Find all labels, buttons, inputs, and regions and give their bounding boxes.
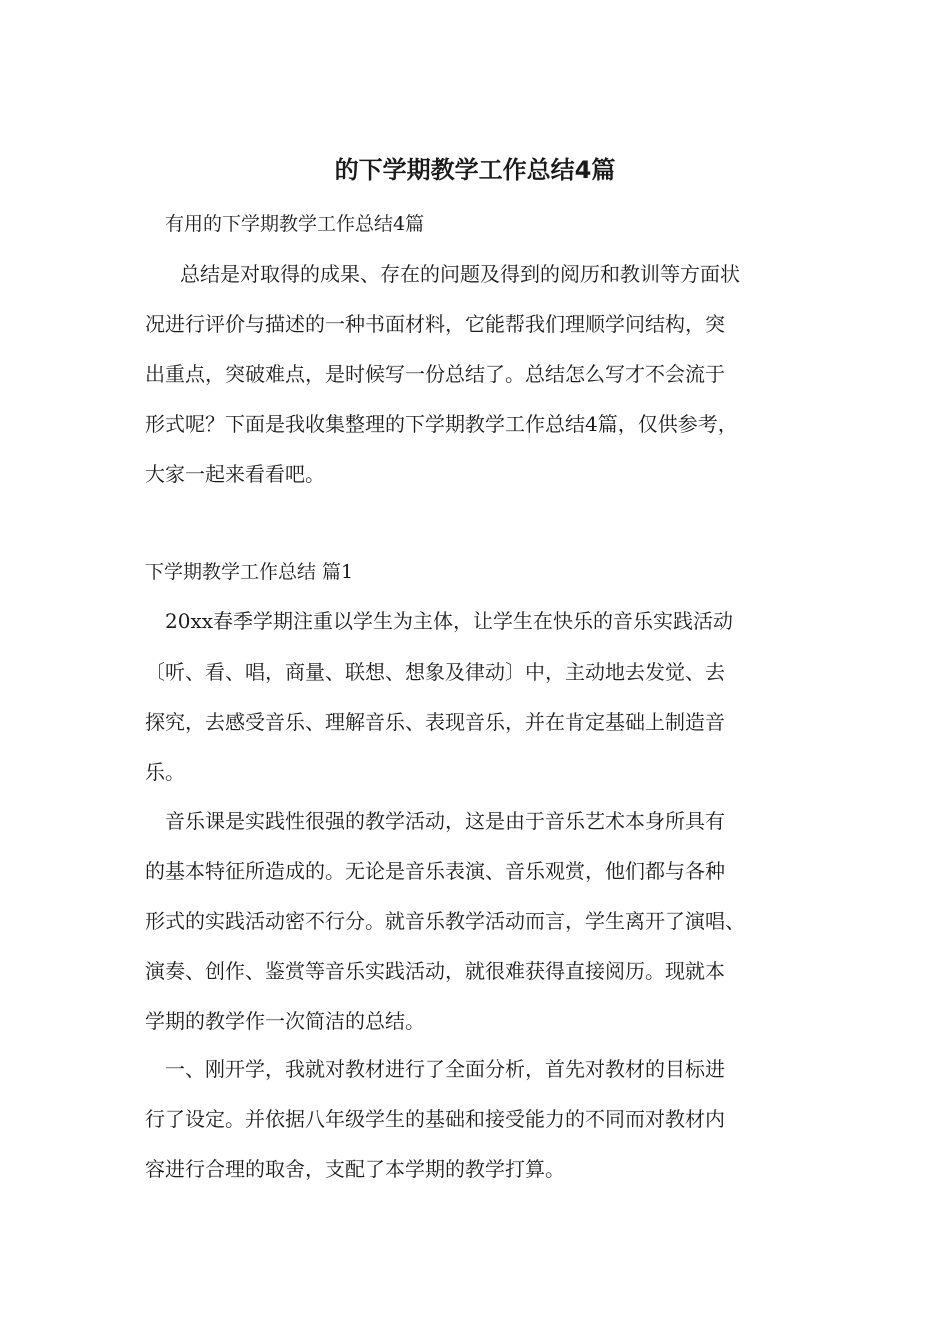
paragraph-line: 形式的实践活动密不行分。就音乐教学活动而言，学生离开了演唱、 [145, 909, 745, 933]
paragraph-line: 的基本特征所造成的。无论是音乐表演、音乐观赏，他们都与各种 [145, 859, 725, 883]
document-subtitle: 有用的下学期教学工作总结4篇 [165, 213, 425, 235]
paragraph-line: 一、刚开学，我就对教材进行了全面分析，首先对教材的目标进 [165, 1057, 725, 1081]
paragraph-line: 〔听、看、唱，商量、联想、想象及律动〕中，主动地去发觉、去 [145, 660, 725, 684]
paragraph-line: 20xx春季学期注重以学生为主体，让学生在快乐的音乐实践活动 [165, 609, 734, 633]
document-title: 的下学期教学工作总结4篇 [334, 156, 616, 184]
intro-line: 形式呢？下面是我收集整理的下学期教学工作总结4篇，仅供参考， [145, 412, 738, 436]
paragraph-line: 音乐课是实践性很强的教学活动，这是由于音乐艺术本身所具有 [165, 809, 725, 833]
intro-line: 大家一起来看看吧。 [145, 462, 325, 486]
paragraph-line: 探究，去感受音乐、理解音乐、表现音乐，并在肯定基础上制造音 [145, 710, 725, 734]
intro-line: 况进行评价与描述的一种书面材料，它能帮我们理顺学问结构，突 [145, 312, 725, 336]
intro-line: 出重点，突破难点，是时候写一份总结了。总结怎么写才不会流于 [145, 362, 725, 386]
paragraph-line: 行了设定。并依据八年级学生的基础和接受能力的不同而对教材内 [145, 1107, 725, 1131]
intro-line: 总结是对取得的成果、存在的问题及得到的阅历和教训等方面状 [180, 262, 740, 286]
paragraph-line: 学期的教学作一次简洁的总结。 [145, 1009, 425, 1033]
section-heading: 下学期教学工作总结 篇1 [145, 561, 354, 583]
paragraph-line: 演奏、创作、鉴赏等音乐实践活动，就很难获得直接阅历。现就本 [145, 959, 725, 983]
paragraph-line: 乐。 [145, 760, 185, 784]
paragraph-line: 容进行合理的取舍，支配了本学期的教学打算。 [145, 1157, 565, 1181]
